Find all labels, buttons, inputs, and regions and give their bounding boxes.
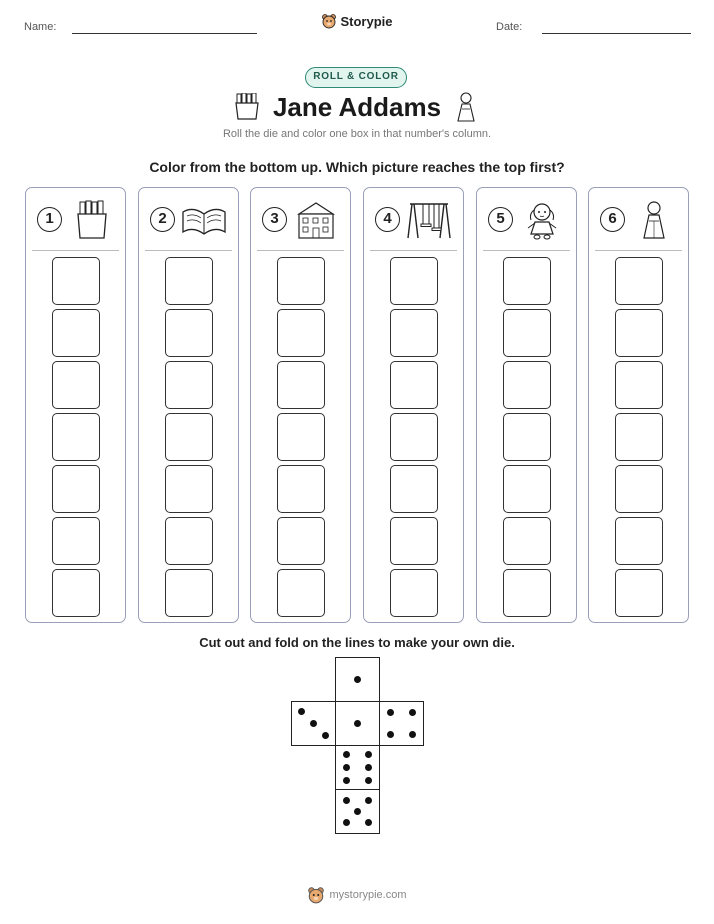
column-number: 1	[37, 207, 62, 232]
die-pip	[298, 708, 305, 715]
bear-logo-icon	[307, 886, 325, 904]
brand-logo	[0, 13, 714, 29]
die-pip	[365, 819, 372, 826]
die-pip	[343, 751, 350, 758]
column-divider	[595, 250, 682, 251]
color-box[interactable]	[503, 309, 551, 357]
color-box[interactable]	[52, 361, 100, 409]
die-face-4	[379, 701, 424, 746]
crayon-box-icon	[68, 200, 114, 240]
footer	[0, 886, 714, 904]
die-pip	[343, 764, 350, 771]
die-pip	[354, 676, 361, 683]
column-number: 5	[488, 207, 513, 232]
column-5	[476, 187, 577, 623]
column-divider	[483, 250, 570, 251]
color-box[interactable]	[615, 569, 663, 617]
brand-name: Storypie	[340, 13, 393, 29]
color-box[interactable]	[390, 361, 438, 409]
page-subtitle: Roll the die and color one box in that number's column.	[222, 128, 492, 140]
color-box[interactable]	[390, 569, 438, 617]
color-box[interactable]	[277, 413, 325, 461]
color-box[interactable]	[52, 413, 100, 461]
color-box[interactable]	[165, 257, 213, 305]
color-box[interactable]	[277, 569, 325, 617]
die-pip	[343, 819, 350, 826]
color-box[interactable]	[390, 465, 438, 513]
column-4	[363, 187, 464, 623]
column-number: 2	[150, 207, 175, 232]
die-pip	[365, 751, 372, 758]
die-instruction: Cut out and fold on the lines to make your own die.	[199, 635, 515, 650]
date-line[interactable]	[542, 33, 691, 34]
bear-logo-icon	[321, 13, 337, 29]
die-pip	[354, 808, 361, 815]
die-pip	[343, 777, 350, 784]
column-number: 4	[375, 207, 400, 232]
die-face-1	[335, 657, 380, 702]
die-pip	[310, 720, 317, 727]
color-box[interactable]	[615, 257, 663, 305]
column-3	[250, 187, 351, 623]
swing-set-icon	[406, 200, 452, 240]
color-box[interactable]	[615, 517, 663, 565]
column-1	[25, 187, 126, 623]
die-pip	[409, 709, 416, 716]
instruction-heading: Color from the bottom up. Which picture reaches the top first?	[149, 159, 565, 175]
color-box[interactable]	[503, 361, 551, 409]
die-pip	[365, 797, 372, 804]
die-face-5	[335, 789, 380, 834]
color-box[interactable]	[52, 569, 100, 617]
color-box[interactable]	[390, 517, 438, 565]
open-book-icon	[181, 200, 227, 240]
column-2	[138, 187, 239, 623]
color-box[interactable]	[52, 257, 100, 305]
peg-doll-icon	[456, 92, 476, 122]
die-pip	[387, 709, 394, 716]
color-box[interactable]	[277, 309, 325, 357]
color-box[interactable]	[503, 517, 551, 565]
roll-color-badge: ROLL & COLOR	[305, 67, 407, 88]
color-box[interactable]	[503, 465, 551, 513]
color-box[interactable]	[390, 309, 438, 357]
die-pip	[343, 797, 350, 804]
color-box[interactable]	[165, 465, 213, 513]
color-box[interactable]	[503, 413, 551, 461]
name-line[interactable]	[72, 33, 257, 34]
date-label: Date:	[496, 21, 523, 33]
color-box[interactable]	[615, 309, 663, 357]
die-pip	[365, 777, 372, 784]
color-box[interactable]	[165, 569, 213, 617]
die-pip	[354, 720, 361, 727]
column-divider	[32, 250, 119, 251]
column-number: 6	[600, 207, 625, 232]
color-box[interactable]	[165, 361, 213, 409]
color-box[interactable]	[277, 257, 325, 305]
page-title: Jane Addams	[272, 92, 442, 122]
color-box[interactable]	[165, 413, 213, 461]
color-box[interactable]	[503, 569, 551, 617]
die-pip	[387, 731, 394, 738]
column-divider	[257, 250, 344, 251]
column-divider	[370, 250, 457, 251]
color-box[interactable]	[615, 361, 663, 409]
color-box[interactable]	[615, 465, 663, 513]
color-box[interactable]	[390, 413, 438, 461]
color-box[interactable]	[277, 517, 325, 565]
color-box[interactable]	[390, 257, 438, 305]
color-box[interactable]	[503, 257, 551, 305]
peg-doll-icon	[631, 200, 677, 240]
color-box[interactable]	[277, 465, 325, 513]
footer-url: mystorypie.com	[329, 889, 407, 901]
color-box[interactable]	[277, 361, 325, 409]
color-box[interactable]	[615, 413, 663, 461]
color-box[interactable]	[52, 517, 100, 565]
die-pip	[322, 732, 329, 739]
die-face-1	[335, 701, 380, 746]
column-6	[588, 187, 689, 623]
color-box[interactable]	[165, 309, 213, 357]
color-box[interactable]	[52, 309, 100, 357]
rag-doll-icon	[519, 200, 565, 240]
hull-house-icon	[293, 200, 339, 240]
die-face-6	[335, 745, 380, 790]
column-divider	[145, 250, 232, 251]
color-box[interactable]	[165, 517, 213, 565]
column-number: 3	[262, 207, 287, 232]
die-pip	[365, 764, 372, 771]
name-label: Name:	[24, 21, 57, 33]
die-face-3	[291, 701, 336, 746]
color-box[interactable]	[52, 465, 100, 513]
die-pip	[409, 731, 416, 738]
